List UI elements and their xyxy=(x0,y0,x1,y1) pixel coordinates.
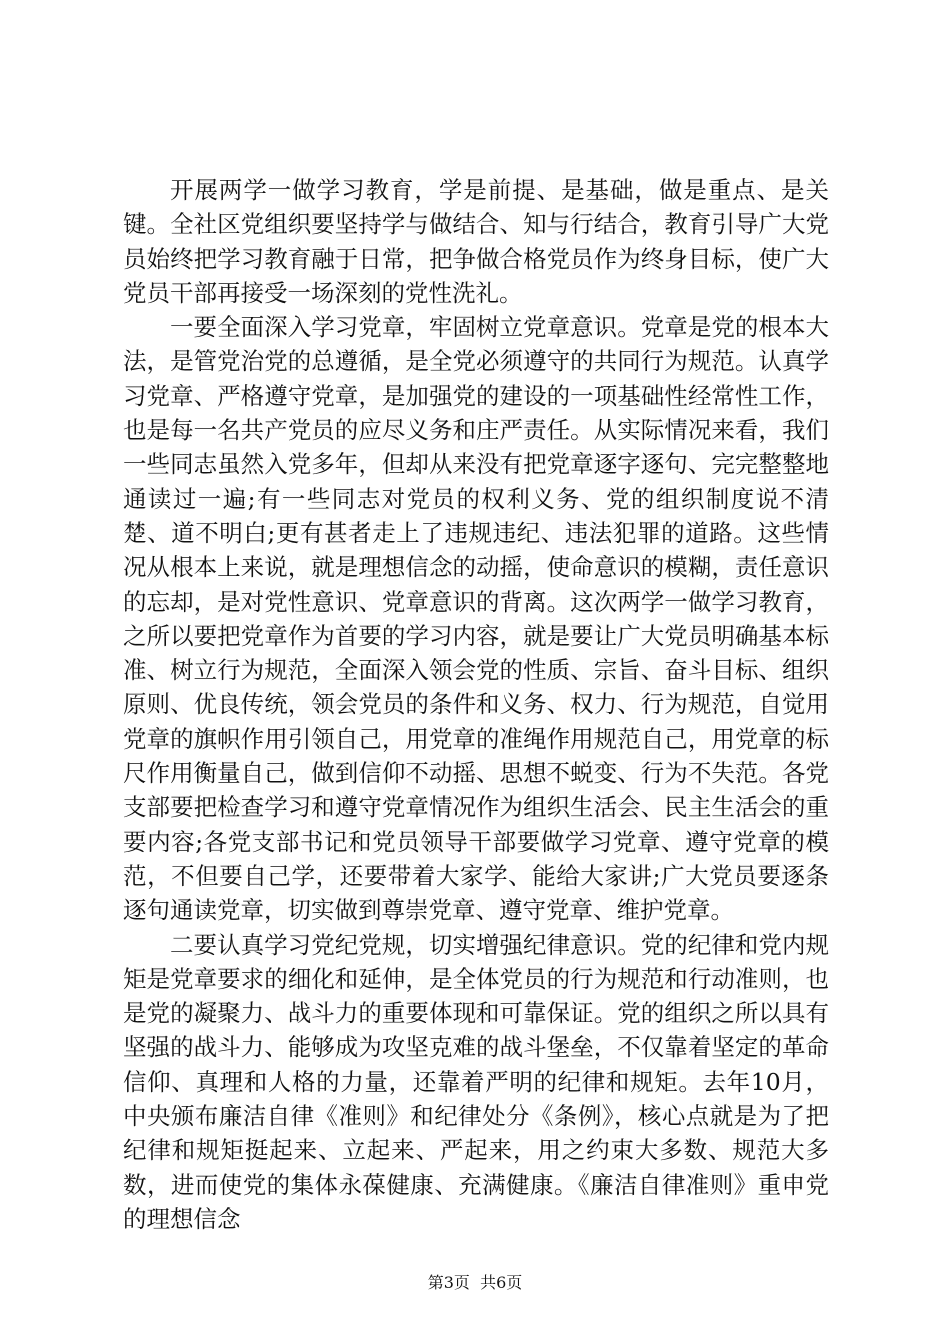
paragraph-party-constitution: 一要全面深入学习党章，牢固树立党章意识。党章是党的根本大法，是管党治党的总遵循，是全党必须遵守的共同行为规范。认真学习党章、严格遵守党章，是加强党的建设的一项基础性经常性工作，也是每一名共产党员的应尽义务和庄严责任。从实际情况来看，我们一些同志虽然入党多年，但却从来没有把党章逐字逐句、完完整整地通读过一遍;有一些同志对党员的权利义务、党的组织制度说不清楚、道不明白;更有甚者走上了违规违纪、违法犯罪的道路。这些情况从根本上来说，就是理想信念的动摇，使命意识的模糊，责任意识的忘却，是对党性意识、党章意识的背离。这次两学一做学习教育，之所以要把党章作为首要的学习内容，就是要让广大党员明确基本标准、树立行为规范，全面深入领会党的性质、宗旨、奋斗目标、组织原则、优良传统，领会党员的条件和义务、权力、行为规范，自觉用党章的旗帜作用引领自己，用党章的准绳作用规范自己，用党章的标尺作用衡量自己，做到信仰不动摇、思想不蜕变、行为不失范。各党支部要把检查学习和遵守党章情况作为组织生活会、民主生活会的重要内容;各党支部书记和党员领导干部要做学习党章、遵守党章的模范，不但要自己学，还要带着大家学、能给大家讲;广大党员要逐条逐句通读党章，切实做到尊崇党章、遵守党章、维护党章。 xyxy=(123,313,829,925)
paragraph-party-discipline: 二要认真学习党纪党规，切实增强纪律意识。党的纪律和党内规矩是党章要求的细化和延伸，是全体党员的行为规范和行动准则，也是党的凝聚力、战斗力的重要体现和可靠保证。党的组织之所以具有坚强的战斗力、能够成为攻坚克难的战斗堡垒，不仅靠着坚定的革命信仰、真理和人格的力量，还靠着严明的纪律和规矩。去年10月，中央颁布廉洁自律《准则》和纪律处分《条例》，核心点就是为了把纪律和规矩挺起来、立起来、严起来，用之约束大多数、规范大多数，进而使党的集体永葆健康、充满健康。《廉洁自律准则》重申党的理想信念 xyxy=(123,930,829,1233)
document-body xyxy=(123,173,829,1236)
paragraph-intro: 开展两学一做学习教育，学是前提、是基础，做是重点、是关键。全社区党组织要坚持学与做结合、知与行结合，教育引导广大党员始终把学习教育融于日常，把争做合格党员作为终身目标，使广大党员干部再接受一场深刻的党性洗礼。 xyxy=(123,176,829,307)
page-footer xyxy=(0,1273,950,1293)
page-number: 第3页 共6页 xyxy=(427,1273,523,1292)
